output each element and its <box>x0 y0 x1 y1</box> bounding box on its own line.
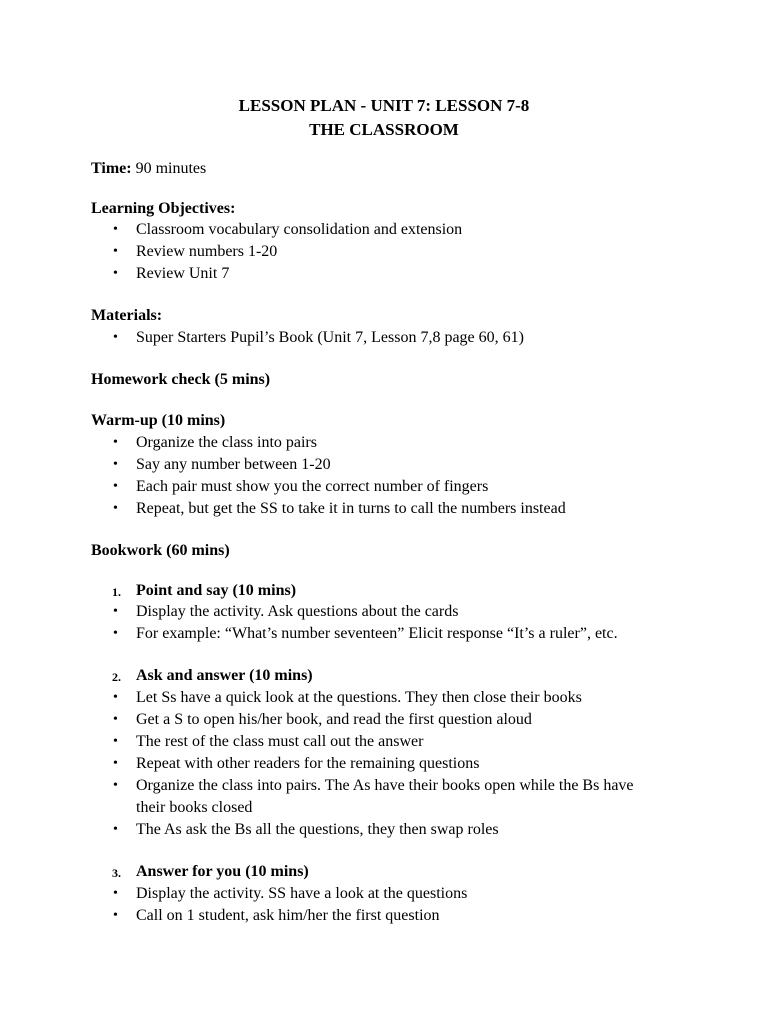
list-item: • Get a S to open his/her book, and read the first question aloud <box>0 709 656 731</box>
bullet-icon: • <box>113 690 118 705</box>
list-item: • Review Unit 7 <box>0 263 656 285</box>
section-list <box>0 601 768 645</box>
warmup-heading: Warm-up (10 mins) <box>91 412 226 429</box>
document-title: LESSON PLAN - UNIT 7: LESSON 7-8 <box>238 96 530 115</box>
time-value: 90 minutes <box>131 160 207 177</box>
bullet-icon: • <box>113 222 118 237</box>
bullet-icon: • <box>113 266 118 281</box>
homework-heading: Homework check (5 mins) <box>91 371 271 388</box>
list-item: • Each pair must show you the correct number of fingers <box>0 476 656 498</box>
bullet-icon: • <box>113 712 118 727</box>
bullet-icon: • <box>113 457 118 472</box>
list-item: • The As ask the Bs all the questions, they then swap roles <box>0 819 656 841</box>
time-label: Time: <box>91 160 132 177</box>
list-item: • Classroom vocabulary consolidation and extension <box>0 219 656 241</box>
bullet-icon: • <box>113 756 118 771</box>
list-item: • Let Ss have a quick look at the questions. They then close their books <box>0 687 656 709</box>
list-item: • Super Starters Pupil’s Book (Unit 7, Lesson 7,8 page 60, 61) <box>0 327 656 349</box>
time-line <box>91 158 731 180</box>
section-list <box>0 883 768 927</box>
warmup-list <box>0 432 768 520</box>
list-item: • Display the activity. Ask questions about the cards <box>0 601 656 623</box>
list-item: • Organize the class into pairs. The As have their books open while the Bs have their books closed <box>113 777 634 816</box>
list-item: • Repeat, but get the SS to take it in turns to call the numbers instead <box>0 498 656 520</box>
bullet-icon: • <box>113 886 118 901</box>
materials-list <box>0 327 768 349</box>
objectives-list <box>0 219 768 285</box>
bullet-icon: • <box>113 734 118 749</box>
bullet-icon: • <box>113 330 118 345</box>
bullet-icon: • <box>113 501 118 516</box>
section-number: 1. <box>112 585 121 599</box>
section-list <box>0 687 768 841</box>
bullet-icon: • <box>113 822 118 837</box>
section-title: Answer for you (10 mins) <box>136 863 309 880</box>
document-subtitle: THE CLASSROOM <box>309 120 459 139</box>
bookwork-heading: Bookwork (60 mins) <box>91 542 230 559</box>
bullet-icon: • <box>113 479 118 494</box>
list-item: • For example: “What’s number seventeen” Elicit response “It’s a ruler”, etc. <box>0 623 656 645</box>
list-item: • Repeat with other readers for the remaining questions <box>0 753 656 775</box>
bullet-icon: • <box>113 908 118 923</box>
bullet-icon: • <box>113 435 118 450</box>
list-item: • Call on 1 student, ask him/her the first question <box>0 905 656 927</box>
list-item: • Say any number between 1-20 <box>0 454 656 476</box>
materials-heading: Materials: <box>91 307 163 324</box>
section-title: Ask and answer (10 mins) <box>136 667 313 684</box>
bullet-icon: • <box>113 778 118 793</box>
section-number: 3. <box>112 866 121 880</box>
list-item: • Organize the class into pairs <box>0 432 656 454</box>
list-item: • Review numbers 1-20 <box>0 241 656 263</box>
bullet-icon: • <box>113 244 118 259</box>
section-title: Point and say (10 mins) <box>136 582 297 599</box>
list-item: • The rest of the class must call out the answer <box>0 731 656 753</box>
bullet-icon: • <box>113 626 118 641</box>
section-number: 2. <box>112 670 121 684</box>
list-item: • Display the activity. SS have a look at the questions <box>0 883 656 905</box>
objectives-heading: Learning Objectives: <box>91 200 236 217</box>
bullet-icon: • <box>113 604 118 619</box>
